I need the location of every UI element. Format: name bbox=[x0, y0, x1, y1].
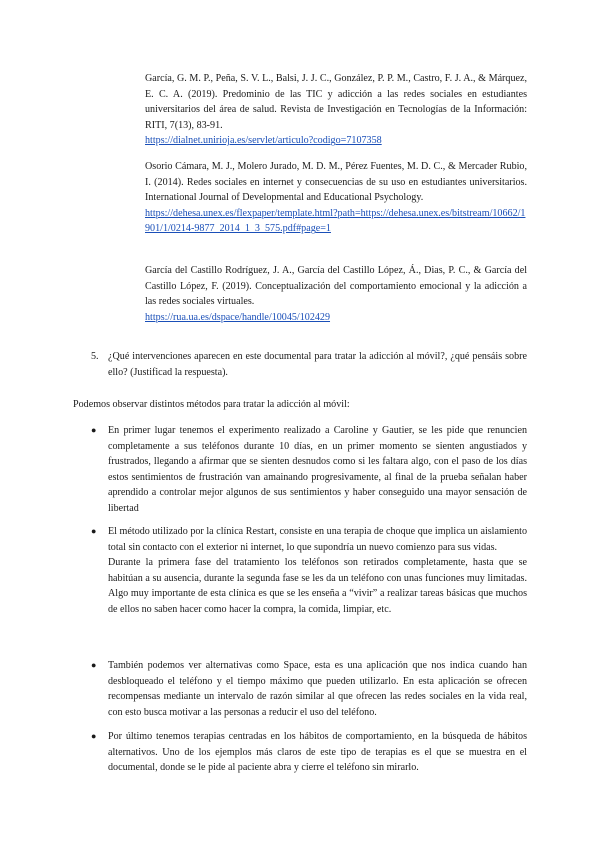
question-number: 5. bbox=[91, 351, 99, 362]
reference-3-text: García del Castillo Rodríguez, J. A., García del Castillo López, Á., Dias, P. C., & García del Castillo López, F. (2019). Conceptualización del comportamiento emocional y la adicción a las redes sociales virtuales. bbox=[145, 265, 527, 308]
bullet-2-paragraph-1: El método utilizado por la clínica Restart, consiste en una terapia de choque que implica un aislamiento total sin contacto con el exterior ni internet, lo que supondría un nuevo comienzo para sus vidas. bbox=[108, 526, 527, 553]
bullet-item-1 bbox=[91, 423, 527, 517]
bullet-icon: ● bbox=[91, 660, 97, 670]
bullet-item-4 bbox=[91, 729, 527, 776]
question-5 bbox=[91, 349, 527, 380]
answer-intro: Podemos observar distintos métodos para tratar la adicción al móvil: bbox=[73, 399, 350, 410]
bullet-icon: ● bbox=[91, 425, 97, 435]
bullet-icon: ● bbox=[91, 731, 97, 741]
bullet-1-paragraph-1: En primer lugar tenemos el experimento realizado a Caroline y Gautier, se les pide que renuncien completamente a sus teléfonos durante 10 días, en un primer momento se sienten angustiados y frustrados, llegando a afirmar que se sienten desnudos como si les faltara algo, con el paso de los días estos sentimientos de frustración van amainando progresivamente, al final de la prueba señalan haber aprendido a controlar mejor algunos de sus sentimientos y haber conseguido una mayor sensación de libertad bbox=[108, 425, 527, 514]
bullet-icon: ● bbox=[91, 526, 97, 536]
reference-2 bbox=[145, 159, 527, 237]
reference-1-text: García, G. M. P., Peña, S. V. L., Balsi, J. J. C., González, P. P. M., Castro, F. J. A., & Márquez, E. C. A. (2019). Predominio de las TIC y adicción a las redes sociales en estudiantes universitarios del área de salud. Revista de Investigación en Tecnologías de la Información: RITI, 7(13), 83-91. bbox=[145, 73, 527, 131]
question-text: ¿Qué intervenciones aparecen en este documental para tratar la adicción al móvil?, ¿qué pensáis sobre ello? (Justificad la respuesta). bbox=[108, 351, 527, 378]
reference-2-link[interactable]: https://dehesa.unex.es/flexpaper/template.html?path=https://dehesa.unex.es/bitstream/10662/1901/1/0214-9877_2014_1_3_575.pdf#page=1 bbox=[145, 207, 526, 235]
reference-1-link[interactable]: https://dialnet.unirioja.es/servlet/articulo?codigo=7107358 bbox=[145, 135, 382, 147]
bullet-item-2 bbox=[91, 524, 527, 618]
bullet-2-paragraph-2: Durante la primera fase del tratamiento los teléfonos son retirados completamente, hasta que se habitúan a su ausencia, durante la segunda fase se les da un teléfono con unas funciones muy limitadas. Algo muy importante de esta clínica es que se les enseña a “vivir” a realizar tareas básicas que muchos de ellos no saben hacer como hacer la compra, la comida, limpiar, etc. bbox=[108, 557, 527, 615]
bullet-item-3 bbox=[91, 658, 527, 720]
reference-2-text: Osorio Cámara, M. J., Molero Jurado, M. D. M., Pérez Fuentes, M. D. C., & Mercader Rubio, I. (2014). Redes sociales en internet y consecuencias de su uso en estudiantes universitarios. International Journal of Developmental and Educational Psychology. bbox=[145, 161, 527, 204]
bullet-4-paragraph-1: Por último tenemos terapias centradas en los hábitos de comportamiento, en la búsqueda de hábitos alternativos. Uno de los ejemplos más claros de este tipo de terapias es el que se muestra en el documental, donde se le pide al paciente abra y cierre el teléfono sin mirarlo. bbox=[108, 731, 527, 774]
reference-1 bbox=[145, 71, 527, 149]
bullet-3-paragraph-1: También podemos ver alternativas como Space, esta es una aplicación que nos indica cuando han desbloqueado el teléfono y el tiempo máximo que pueden utilizarlo. En esta aplicación se ofrecen recompensas mediante un intervalo de razón similar al que ofrecen las redes sociales en la vida real, con esto busca motivar a las personas a reducir el uso del teléfono. bbox=[108, 660, 527, 718]
reference-3-link[interactable]: https://rua.ua.es/dspace/handle/10045/102429 bbox=[145, 311, 331, 323]
reference-3 bbox=[145, 263, 527, 325]
